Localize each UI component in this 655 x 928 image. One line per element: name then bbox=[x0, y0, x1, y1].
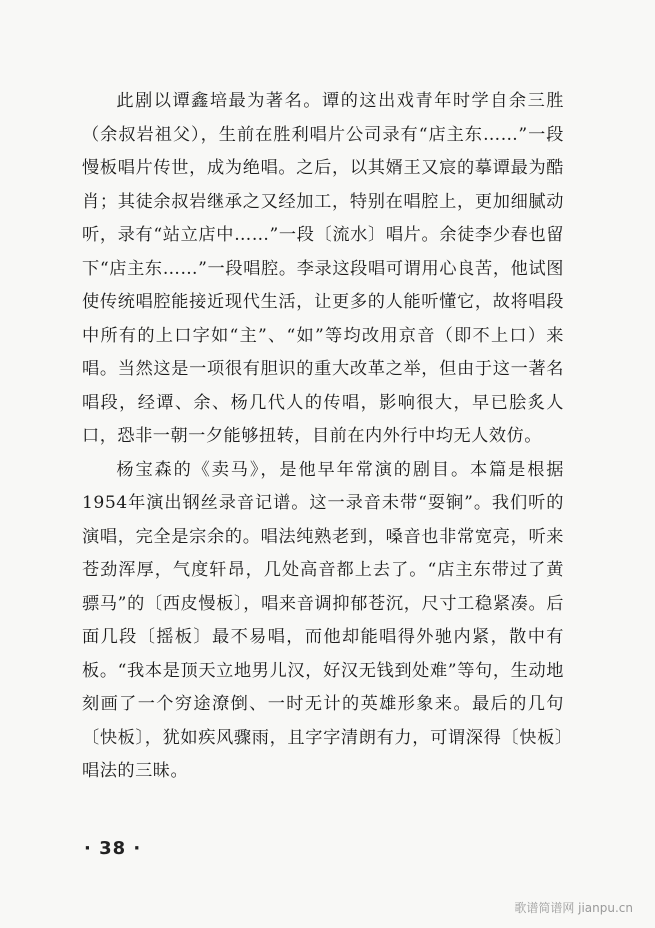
body-text bbox=[82, 85, 564, 789]
paragraph-1: 此剧以谭鑫培最为著名。谭的这出戏青年时学自余三胜（余叔岩祖父），生前在胜利唱片公司录有“店主东……”一段慢板唱片传世，成为绝唱。之后，以其婿王又宸的摹谭最为酷肖；其徒余叔岩继承之又经加工，特别在唱腔上，更加细腻动听，录有“站立店中……”一段〔流水〕唱片。余徒李少春也留下“店主东……”一段唱腔。李录这段唱可谓用心良苦，他试图使传统唱腔能接近现代生活，让更多的人能听懂它，故将唱段中所有的上口字如“主”、“如”等均改用京音（即不上口）来唱。当然这是一项很有胆识的重大改革之举，但由于这一著名唱段，经谭、余、杨几代人的传唱，影响很大，早已脍炙人口，恐非一朝一夕能够扭转，目前在内外行中均无人效仿。 bbox=[82, 91, 564, 446]
site-watermark: 歌谱简谱网 jianpu.cn bbox=[514, 901, 633, 915]
paragraph-2: 杨宝森的《卖马》，是他早年常演的剧目。本篇是根据1954年演出钢丝录音记谱。这一录音未带“耍锏”。我们听的演唱，完全是宗余的。唱法纯熟老到，嗓音也非常宽亮，听来苍劲浑厚，气度轩昂，几处高音都上去了。“店主东带过了黄骠马”的〔西皮慢板〕，唱来音调抑郁苍沉，尺寸工稳紧凑。后面几段〔摇板〕最不易唱，而他却能唱得外驰内紧，散中有板。“我本是顶天立地男儿汉，好汉无钱到处难”等句，生动地刻画了一个穷途潦倒、一时无计的英雄形象来。最后的几句〔快板〕，犹如疾风骤雨，且字字清朗有力，可谓深得〔快板〕唱法的三昧。 bbox=[82, 459, 564, 781]
page-number: · 38 · bbox=[84, 838, 142, 859]
